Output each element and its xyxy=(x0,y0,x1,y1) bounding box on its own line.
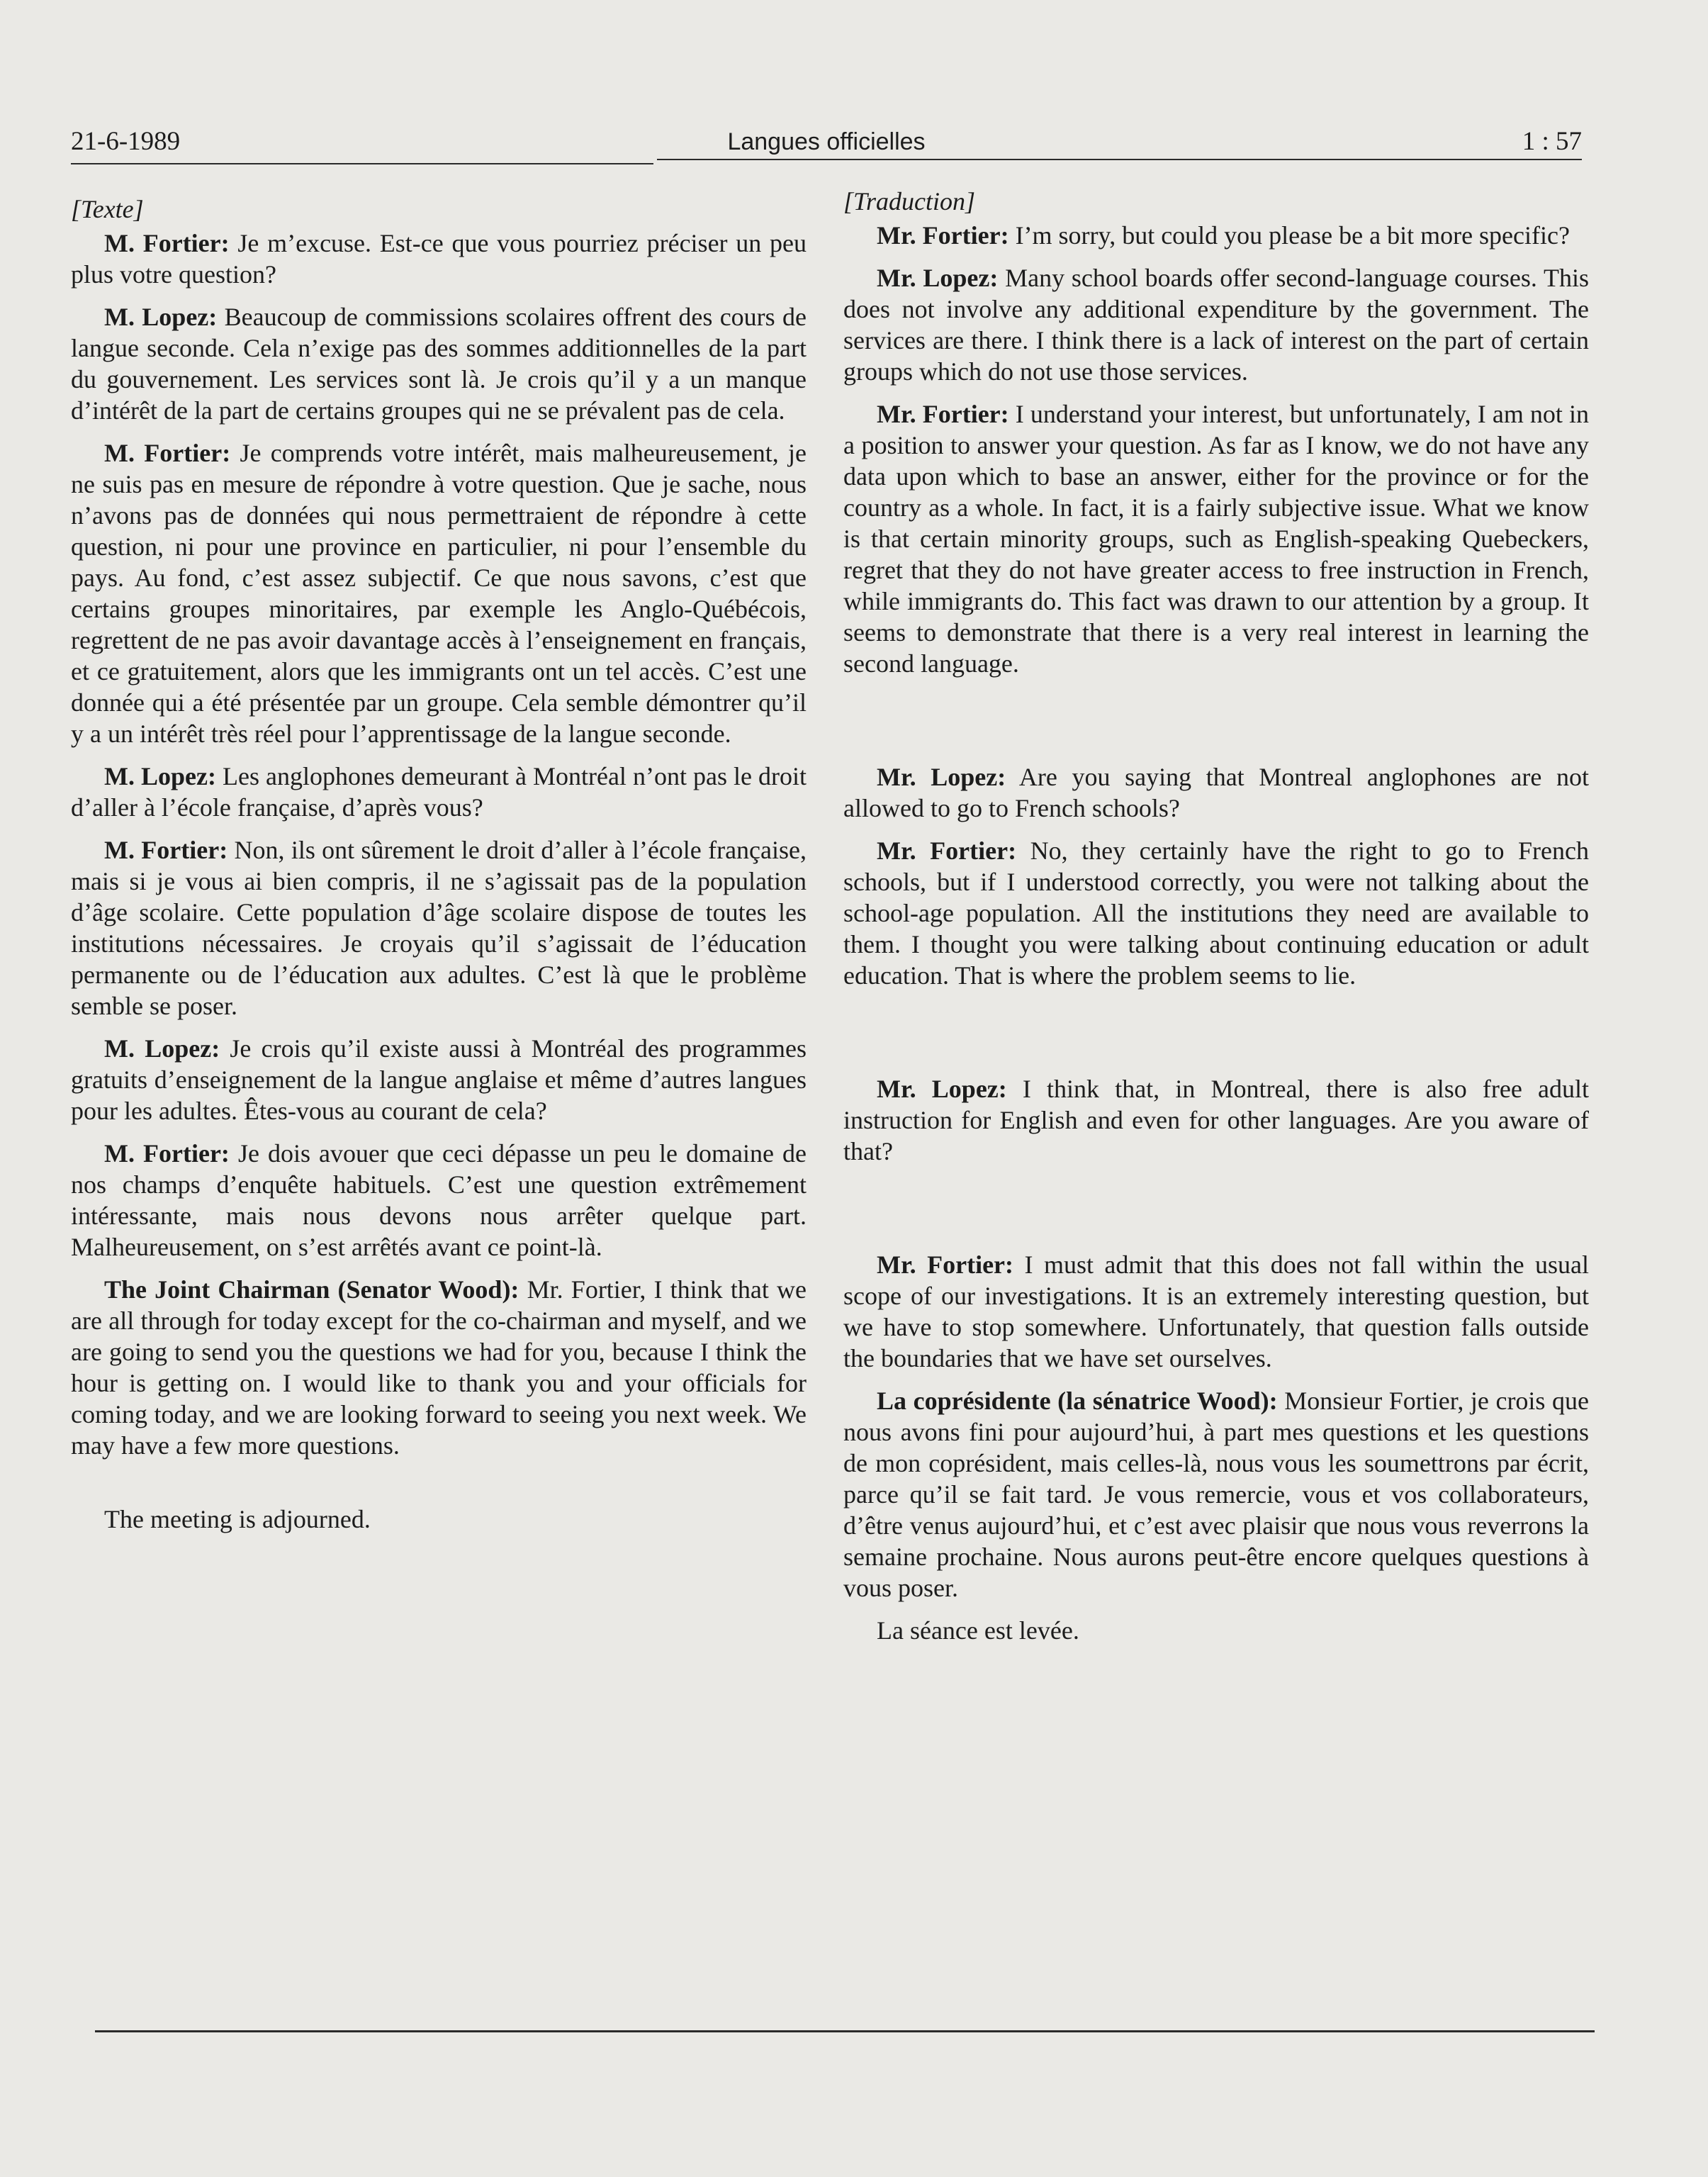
paragraph xyxy=(71,1138,807,1263)
paragraph xyxy=(843,398,1589,679)
speech-text: Non, ils ont sûrement le droit d’aller à l’école française, mais si je vous ai bien compris, il ne s’agissait pas de la population d’âge scolaire. Cette population d’âge scolaire dispose de toutes les institutions nécessaires. Je croyais qu’il s’agissait de l’éducation permanente ou de l’éducation aux adultes. C’est là que le problème semble se poser. xyxy=(71,836,807,1020)
header-date: 21-6-1989 xyxy=(71,127,181,156)
speech-text: Mr. Fortier, I think that we are all through for today except for the co-chairman and myself, and we are going to send you the questions we had for you, because I think the hour is getting on. I would like to thank you and your officials for coming today, and we are looking forward to seeing you next week. We may have a few more questions. xyxy=(71,1275,807,1460)
speech-text: Les anglophones demeurant à Montréal n’ont pas le droit d’aller à l’école française, d’après vous? xyxy=(71,762,807,822)
speaker-name: La coprésidente (la sénatrice Wood): xyxy=(877,1387,1278,1415)
column-label: [Traduction] xyxy=(843,187,976,216)
paragraph xyxy=(843,835,1589,991)
speaker-name: M. Fortier: xyxy=(104,439,231,467)
english-column xyxy=(843,186,1589,1657)
header-page-number: 1 : 57 xyxy=(1522,127,1582,156)
speech-text: Are you saying that Montreal anglophones are not allowed to go to French schools? xyxy=(843,763,1590,822)
paragraph xyxy=(71,834,807,1022)
paragraph xyxy=(71,1274,807,1461)
speaker-name: Mr. Fortier: xyxy=(877,400,1009,428)
speech-text: I understand your interest, but unfortunately, I am not in a position to answer your question. As far as I know, we do not have any data upon which to base an answer, either for the province or for the country as a whole. In fact, it is a fairly subjective issue. What we know is that certain minority groups, such as English-speaking Quebeckers, regret that they do not have greater access to free instruction in French, while immigrants do. This fact was drawn to our attention by a group. It seems to demonstrate that there is a very real interest in learning the second language. xyxy=(843,400,1590,678)
header-rule-right xyxy=(657,159,1582,160)
speech-text: Monsieur Fortier, je crois que nous avons fini pour aujourd’hui, à part mes questions et les questions de mon coprésident, mais celles-là, nous vous les soumettrons par écrit, parce qu’il se fait tard. Je vous remercie, vous et vos collaborateurs, d’être venus aujourd’hui, et c’est avec plaisir que nous vous reverrons la semaine prochaine. Nous aurons peut-être encore quelques questions à vous poser. xyxy=(843,1387,1590,1602)
speaker-name: M. Fortier: xyxy=(104,229,230,257)
speaker-name: M. Lopez: xyxy=(104,1034,220,1063)
speaker-name: Mr. Fortier: xyxy=(877,221,1009,250)
speaker-name: M. Fortier: xyxy=(104,836,228,864)
speaker-name: Mr. Fortier: xyxy=(877,836,1017,865)
speaker-name: Mr. Lopez: xyxy=(877,763,1006,791)
column-label: [Texte] xyxy=(71,195,144,223)
speaker-name: M. Lopez: xyxy=(104,762,216,790)
paragraph xyxy=(843,1385,1589,1604)
speech-text: Je dois avouer que ceci dépasse un peu le domaine de nos champs d’enquête habituels. C’est une question extrêmement intéressante, mais nous devons nous arrêter quelque part. Malheureusement, on s’est arrêtés avant ce point-là. xyxy=(71,1139,807,1261)
speech-text: I think that, in Montreal, there is also free adult instruction for English and even for other languages. Are you aware of that? xyxy=(843,1075,1589,1165)
header-title: Langues officielles xyxy=(727,128,926,155)
speech-text: Je comprends votre intérêt, mais malheureusement, je ne suis pas en mesure de répondre à votre question. Que je sache, nous n’avons pas de données qui nous permettraient de répondre à cette question, ni pour une province en particulier, ni pour l’ensemble du pays. Au fond, c’est assez subjectif. Ce que nous savons, c’est que certains groupes minoritaires, par exemple les Anglo-Québécois, regrettent de ne pas avoir davantage accès à l’enseignement en français, et ce gratuitement, alors que les immigrants ont un tel accès. C’est une donnée qui a été présentée par un groupe. Cela semble démontrer qu’il y a un intérêt très réel pour l’apprentissage de la langue seconde. xyxy=(71,439,807,748)
paragraph xyxy=(843,761,1589,824)
paragraph xyxy=(71,437,807,749)
speaker-name: Mr. Fortier: xyxy=(877,1250,1014,1279)
speech-text: Beaucoup de commissions scolaires offrent des cours de langue seconde. Cela n’exige pas des sommes additionnelles de la part du gouvernement. Les services sont là. Je crois qu’il y a un manque d’intérêt de la part de certains groupes qui ne se prévalent pas de cela. xyxy=(71,303,807,425)
speech-text: No, they certainly have the right to go to French schools, but if I understood correctly, you were not talking about the school-age population. All the institutions they need are available to them. I thought you were talking about continuing education or adult education. That is where the problem seems to lie. xyxy=(843,836,1590,990)
speech-text: Je m’excuse. Est-ce que vous pourriez préciser un peu plus votre question? xyxy=(71,229,807,289)
header-rule-left xyxy=(71,163,653,164)
speech-text: I must admit that this does not fall within the usual scope of our investigations. It is an extremely interesting question, but we have to stop somewhere. Unfortunately, that question falls outside the boundaries that we have set ourselves. xyxy=(843,1250,1590,1372)
speaker-name: The Joint Chairman (Senator Wood): xyxy=(104,1275,519,1304)
speaker-name: M. Fortier: xyxy=(104,1139,230,1168)
paragraph xyxy=(843,220,1589,251)
speech-text: I’m sorry, but could you please be a bit more specific? xyxy=(1015,221,1570,250)
speaker-name: M. Lopez: xyxy=(104,303,218,331)
paragraph xyxy=(71,1033,807,1126)
speaker-name: Mr. Lopez: xyxy=(877,264,999,292)
page-header xyxy=(71,126,1582,163)
closing-line: The meeting is adjourned. xyxy=(104,1505,371,1533)
paragraph xyxy=(71,228,807,290)
speech-text: Je crois qu’il existe aussi à Montréal des programmes gratuits d’enseignement de la langue anglaise et même d’autres langues pour les adultes. Êtes-vous au courant de cela? xyxy=(71,1034,807,1125)
closing-line: La séance est levée. xyxy=(877,1616,1079,1645)
paragraph xyxy=(843,1249,1589,1374)
french-column xyxy=(71,194,807,1546)
speech-text: Many school boards offer second-language courses. This does not involve any additional expenditure by the government. The services are there. I think there is a lack of interest on the part of certain groups which do not use those services. xyxy=(843,264,1589,386)
footer-rule xyxy=(95,2030,1595,2032)
paragraph xyxy=(843,1073,1589,1167)
paragraph xyxy=(71,761,807,823)
speaker-name: Mr. Lopez: xyxy=(877,1075,1007,1103)
paragraph xyxy=(71,301,807,426)
paragraph xyxy=(843,262,1589,387)
